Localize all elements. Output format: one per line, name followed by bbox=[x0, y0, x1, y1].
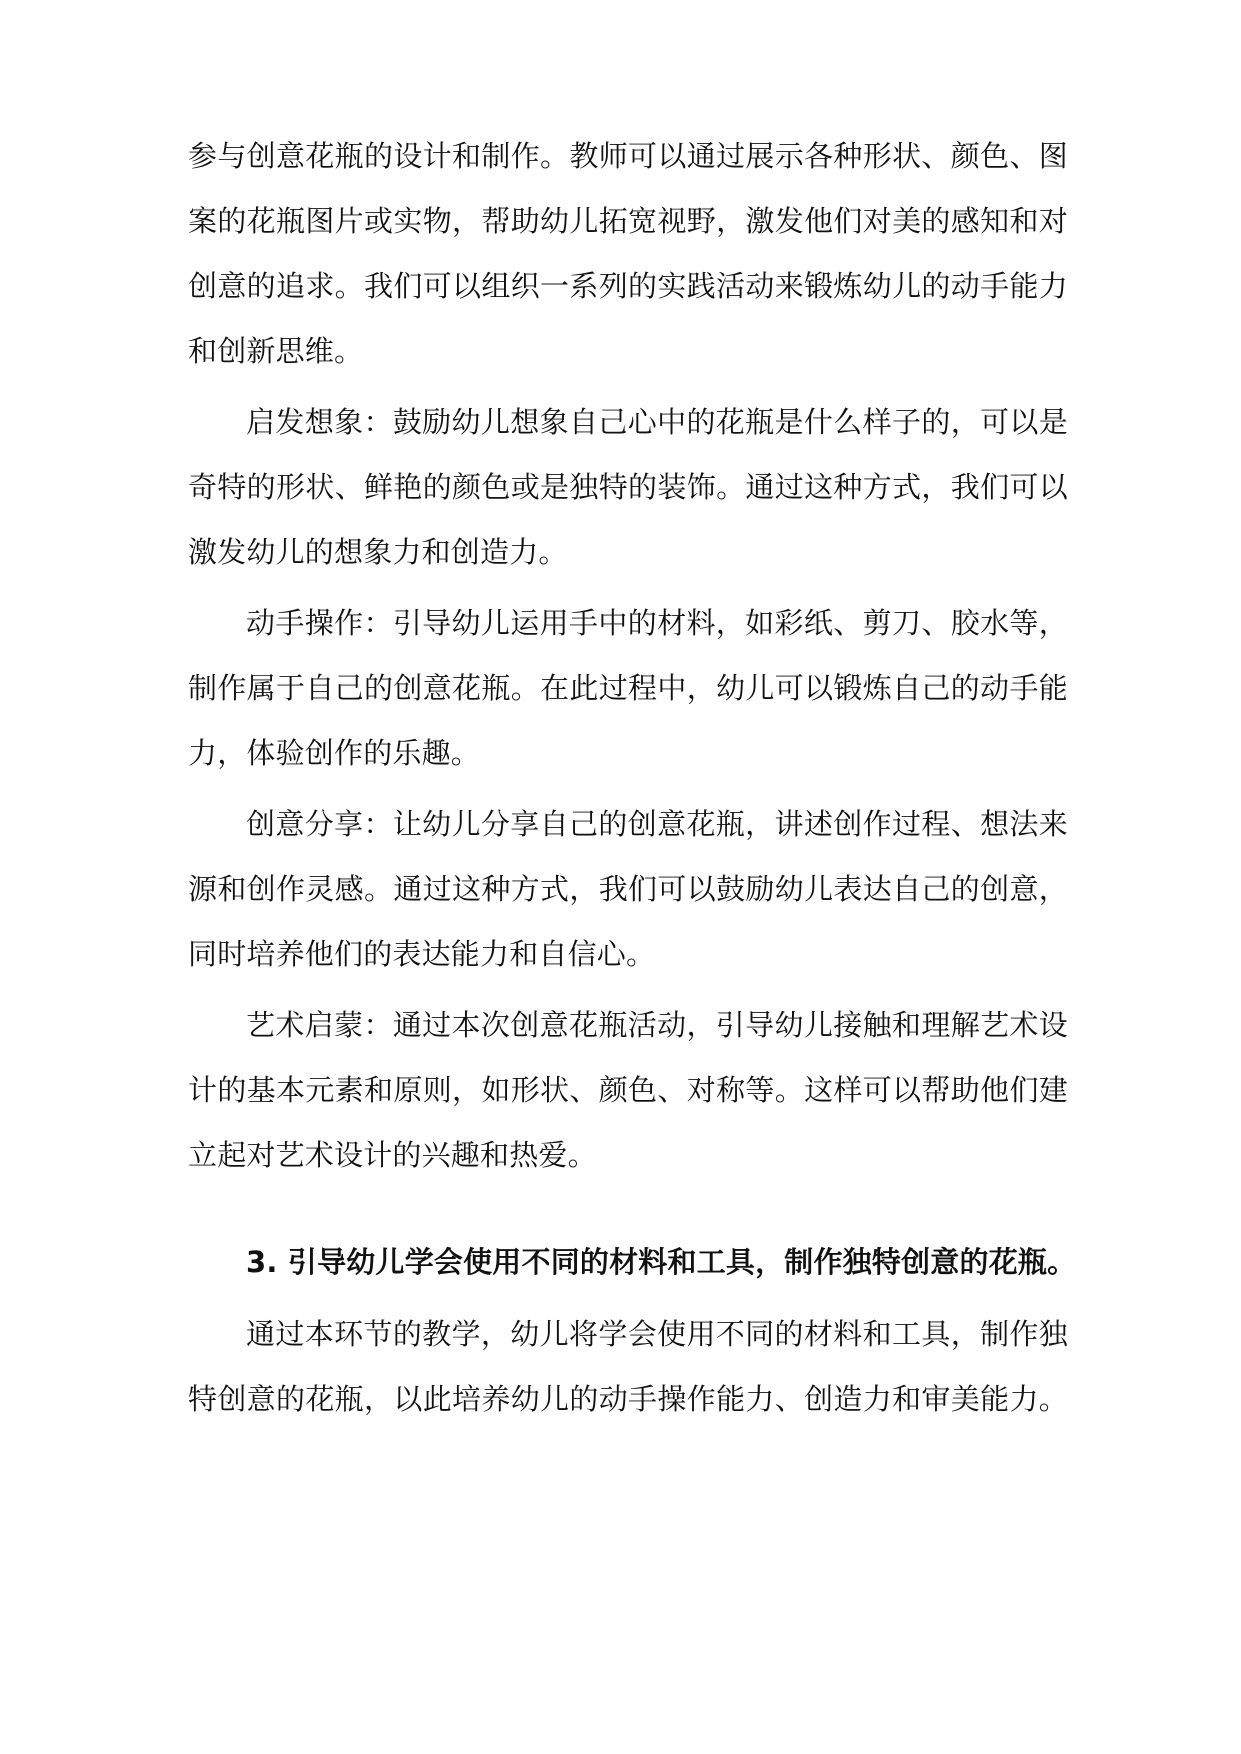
paragraph-line: 源和创作灵感。通过这种方式，我们可以鼓励幼儿表达自己的创意， bbox=[188, 872, 1068, 906]
paragraph-line: 和创新思维。 bbox=[188, 334, 364, 368]
paragraph-line: 参与创意花瓶的设计和制作。教师可以通过展示各种形状、颜色、图 bbox=[188, 139, 1068, 173]
paragraph-line: 艺术启蒙：通过本次创意花瓶活动，引导幼儿接触和理解艺术设 bbox=[246, 1008, 1068, 1042]
paragraph-line: 案的花瓶图片或实物，帮助幼儿拓宽视野，激发他们对美的感知和对 bbox=[188, 204, 1068, 238]
paragraph-line: 立起对艺术设计的兴趣和热爱。 bbox=[188, 1138, 597, 1172]
paragraph-line: 激发幼儿的想象力和创造力。 bbox=[188, 535, 568, 569]
paragraph-line: 特创意的花瓶，以此培养幼儿的动手操作能力、创造力和审美能力。 bbox=[188, 1382, 1068, 1416]
paragraph-line: 奇特的形状、鲜艳的颜色或是独特的装饰。通过这种方式，我们可以 bbox=[188, 470, 1068, 504]
paragraph-line: 计的基本元素和原则，如形状、颜色、对称等。这样可以帮助他们建 bbox=[188, 1073, 1068, 1107]
paragraph-line: 同时培养他们的表达能力和自信心。 bbox=[188, 937, 656, 971]
paragraph-line: 动手操作：引导幼儿运用手中的材料，如彩纸、剪刀、胶水等， bbox=[246, 606, 1068, 640]
paragraph-line: 制作属于自己的创意花瓶。在此过程中，幼儿可以锻炼自己的动手能 bbox=[188, 671, 1068, 705]
paragraph-line: 通过本环节的教学，幼儿将学会使用不同的材料和工具，制作独 bbox=[246, 1317, 1068, 1351]
paragraph-line: 创意的追求。我们可以组织一系列的实践活动来锻炼幼儿的动手能力 bbox=[188, 269, 1068, 303]
paragraph-line: 启发想象：鼓励幼儿想象自己心中的花瓶是什么样子的，可以是 bbox=[246, 405, 1068, 439]
paragraph-line: 创意分享：让幼儿分享自己的创意花瓶，讲述创作过程、想法来 bbox=[246, 807, 1068, 841]
section-heading: 3. 引导幼儿学会使用不同的材料和工具，制作独特创意的花瓶。 bbox=[246, 1245, 1077, 1279]
paragraph-line: 力，体验创作的乐趣。 bbox=[188, 736, 481, 770]
